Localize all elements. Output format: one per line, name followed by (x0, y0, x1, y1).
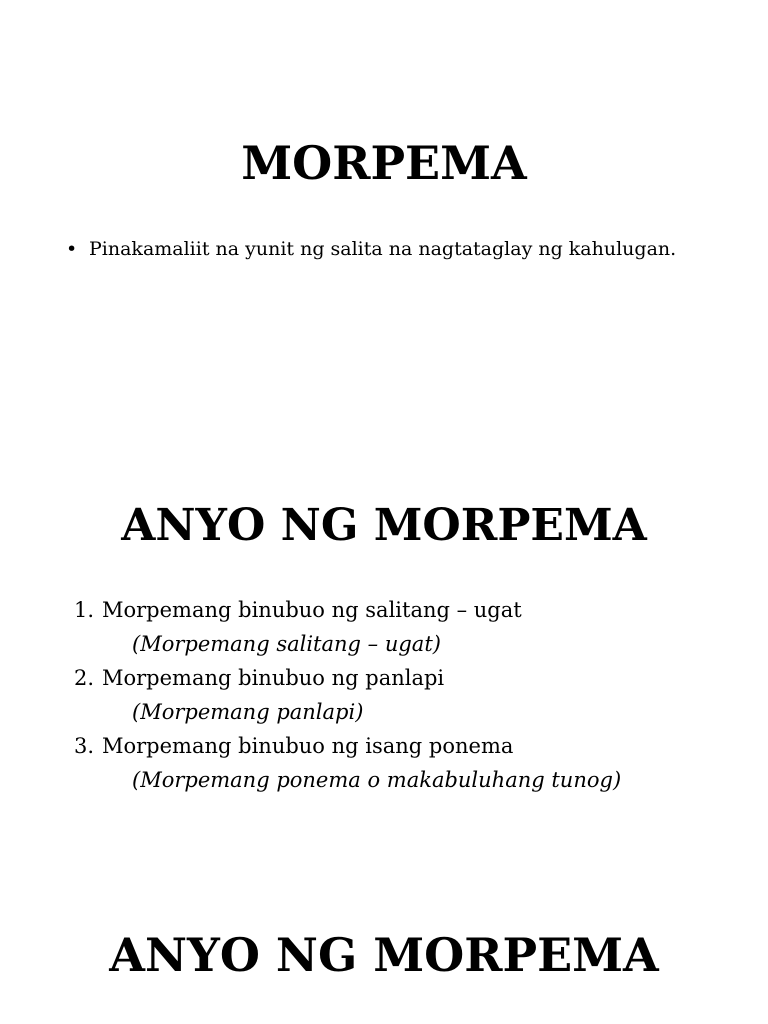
list-item-subtext: (Morpemang ponema o makabuluhang tunog) (132, 768, 622, 792)
slide-1 (0, 0, 768, 400)
list-item (74, 661, 621, 729)
list-item (74, 593, 621, 661)
slide-title: ANYO NG MORPEMA (121, 500, 647, 551)
bullet-item (64, 234, 700, 265)
slide-title: MORPEMA (241, 136, 527, 190)
bullet-list (64, 234, 700, 265)
list-item-number: 1. (74, 598, 95, 622)
slide-2 (0, 440, 768, 840)
list-item-subtext: (Morpemang salitang – ugat) (132, 632, 441, 656)
list-item-subtext: (Morpemang panlapi) (132, 700, 364, 724)
slide-3 (0, 880, 768, 1024)
list-item-number: 2. (74, 666, 95, 690)
bullet-marker: • (66, 238, 78, 260)
numbered-list (74, 593, 621, 797)
bullet-text: Pinakamaliit na yunit ng salita na nagtataglay ng kahulugan. (89, 238, 677, 260)
list-item-number: 3. (74, 734, 95, 758)
slide-title: ANYO NG MORPEMA (109, 928, 659, 982)
list-item (74, 729, 621, 797)
list-item-text: Morpemang binubuo ng panlapi (102, 666, 445, 690)
list-item-text: Morpemang binubuo ng isang ponema (102, 734, 514, 758)
list-item-text: Morpemang binubuo ng salitang – ugat (102, 598, 522, 622)
